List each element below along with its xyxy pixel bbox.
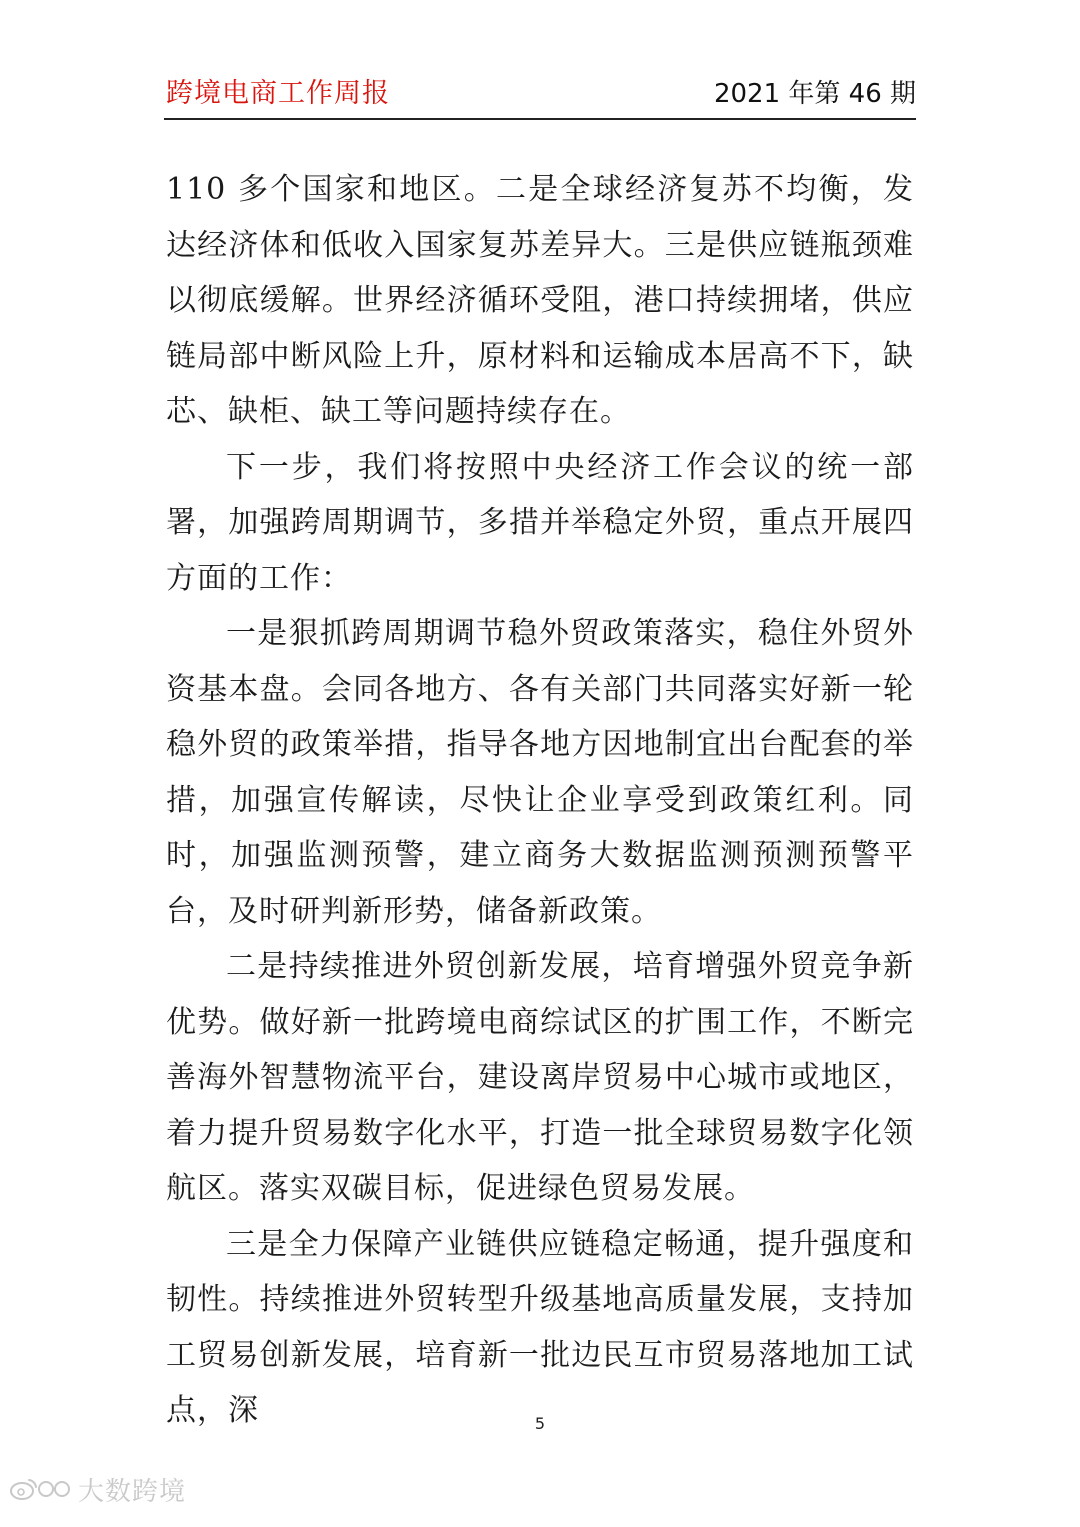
page-number: 5 bbox=[534, 1414, 546, 1433]
paragraph-5: 三是全力保障产业链供应链稳定畅通，提升强度和韧性。持续推进外贸转型升级基地高质量发展，支持加工贸易创新发展，培育新一批边民互市贸易落地加工试点，深 bbox=[166, 1226, 914, 1428]
header-divider bbox=[164, 118, 916, 120]
watermark-text: 大数跨境 bbox=[78, 1476, 187, 1507]
paragraph-4: 二是持续推进外贸创新发展，培育增强外贸竞争新优势。做好新一批跨境电商综试区的扩围工作，不断完善海外智慧物流平台，建设离岸贸易中心城市或地区，着力提升贸易数字化水平，打造一批全球贸易数字化领航区。落实双碳目标，促进绿色贸易发展。 bbox=[166, 949, 914, 1206]
page-header bbox=[166, 74, 916, 114]
paragraph-1: 110 多个国家和地区。二是全球经济复苏不均衡，发达经济体和低收入国家复苏差异大。三是供应链瓶颈难以彻底缓解。世界经济循环受阻，港口持续拥堵，供应链局部中断风险上升，原材料和运输成本居高不下，缺芯、缺柜、缺工等问题持续存在。 bbox=[166, 172, 914, 429]
watermark bbox=[8, 1474, 187, 1507]
weibo-logo-icon bbox=[8, 1476, 72, 1502]
document-body bbox=[166, 162, 914, 1439]
publication-title: 跨境电商工作周报 bbox=[166, 78, 390, 109]
paragraph-3: 一是狠抓跨周期调节稳外贸政策落实，稳住外贸外资基本盘。会同各地方、各有关部门共同落实好新一轮稳外贸的政策举措，指导各地方因地制宜出台配套的举措，加强宣传解读，尽快让企业享受到政策红利。同时，加强监测预警，建立商务大数据监测预测预警平台，及时研判新形势，储备新政策。 bbox=[166, 616, 914, 929]
issue-number: 2021 年第 46 期 bbox=[713, 79, 916, 109]
paragraph-2: 下一步，我们将按照中央经济工作会议的统一部署，加强跨周期调节，多措并举稳定外贸，重点开展四方面的工作： bbox=[166, 449, 914, 596]
